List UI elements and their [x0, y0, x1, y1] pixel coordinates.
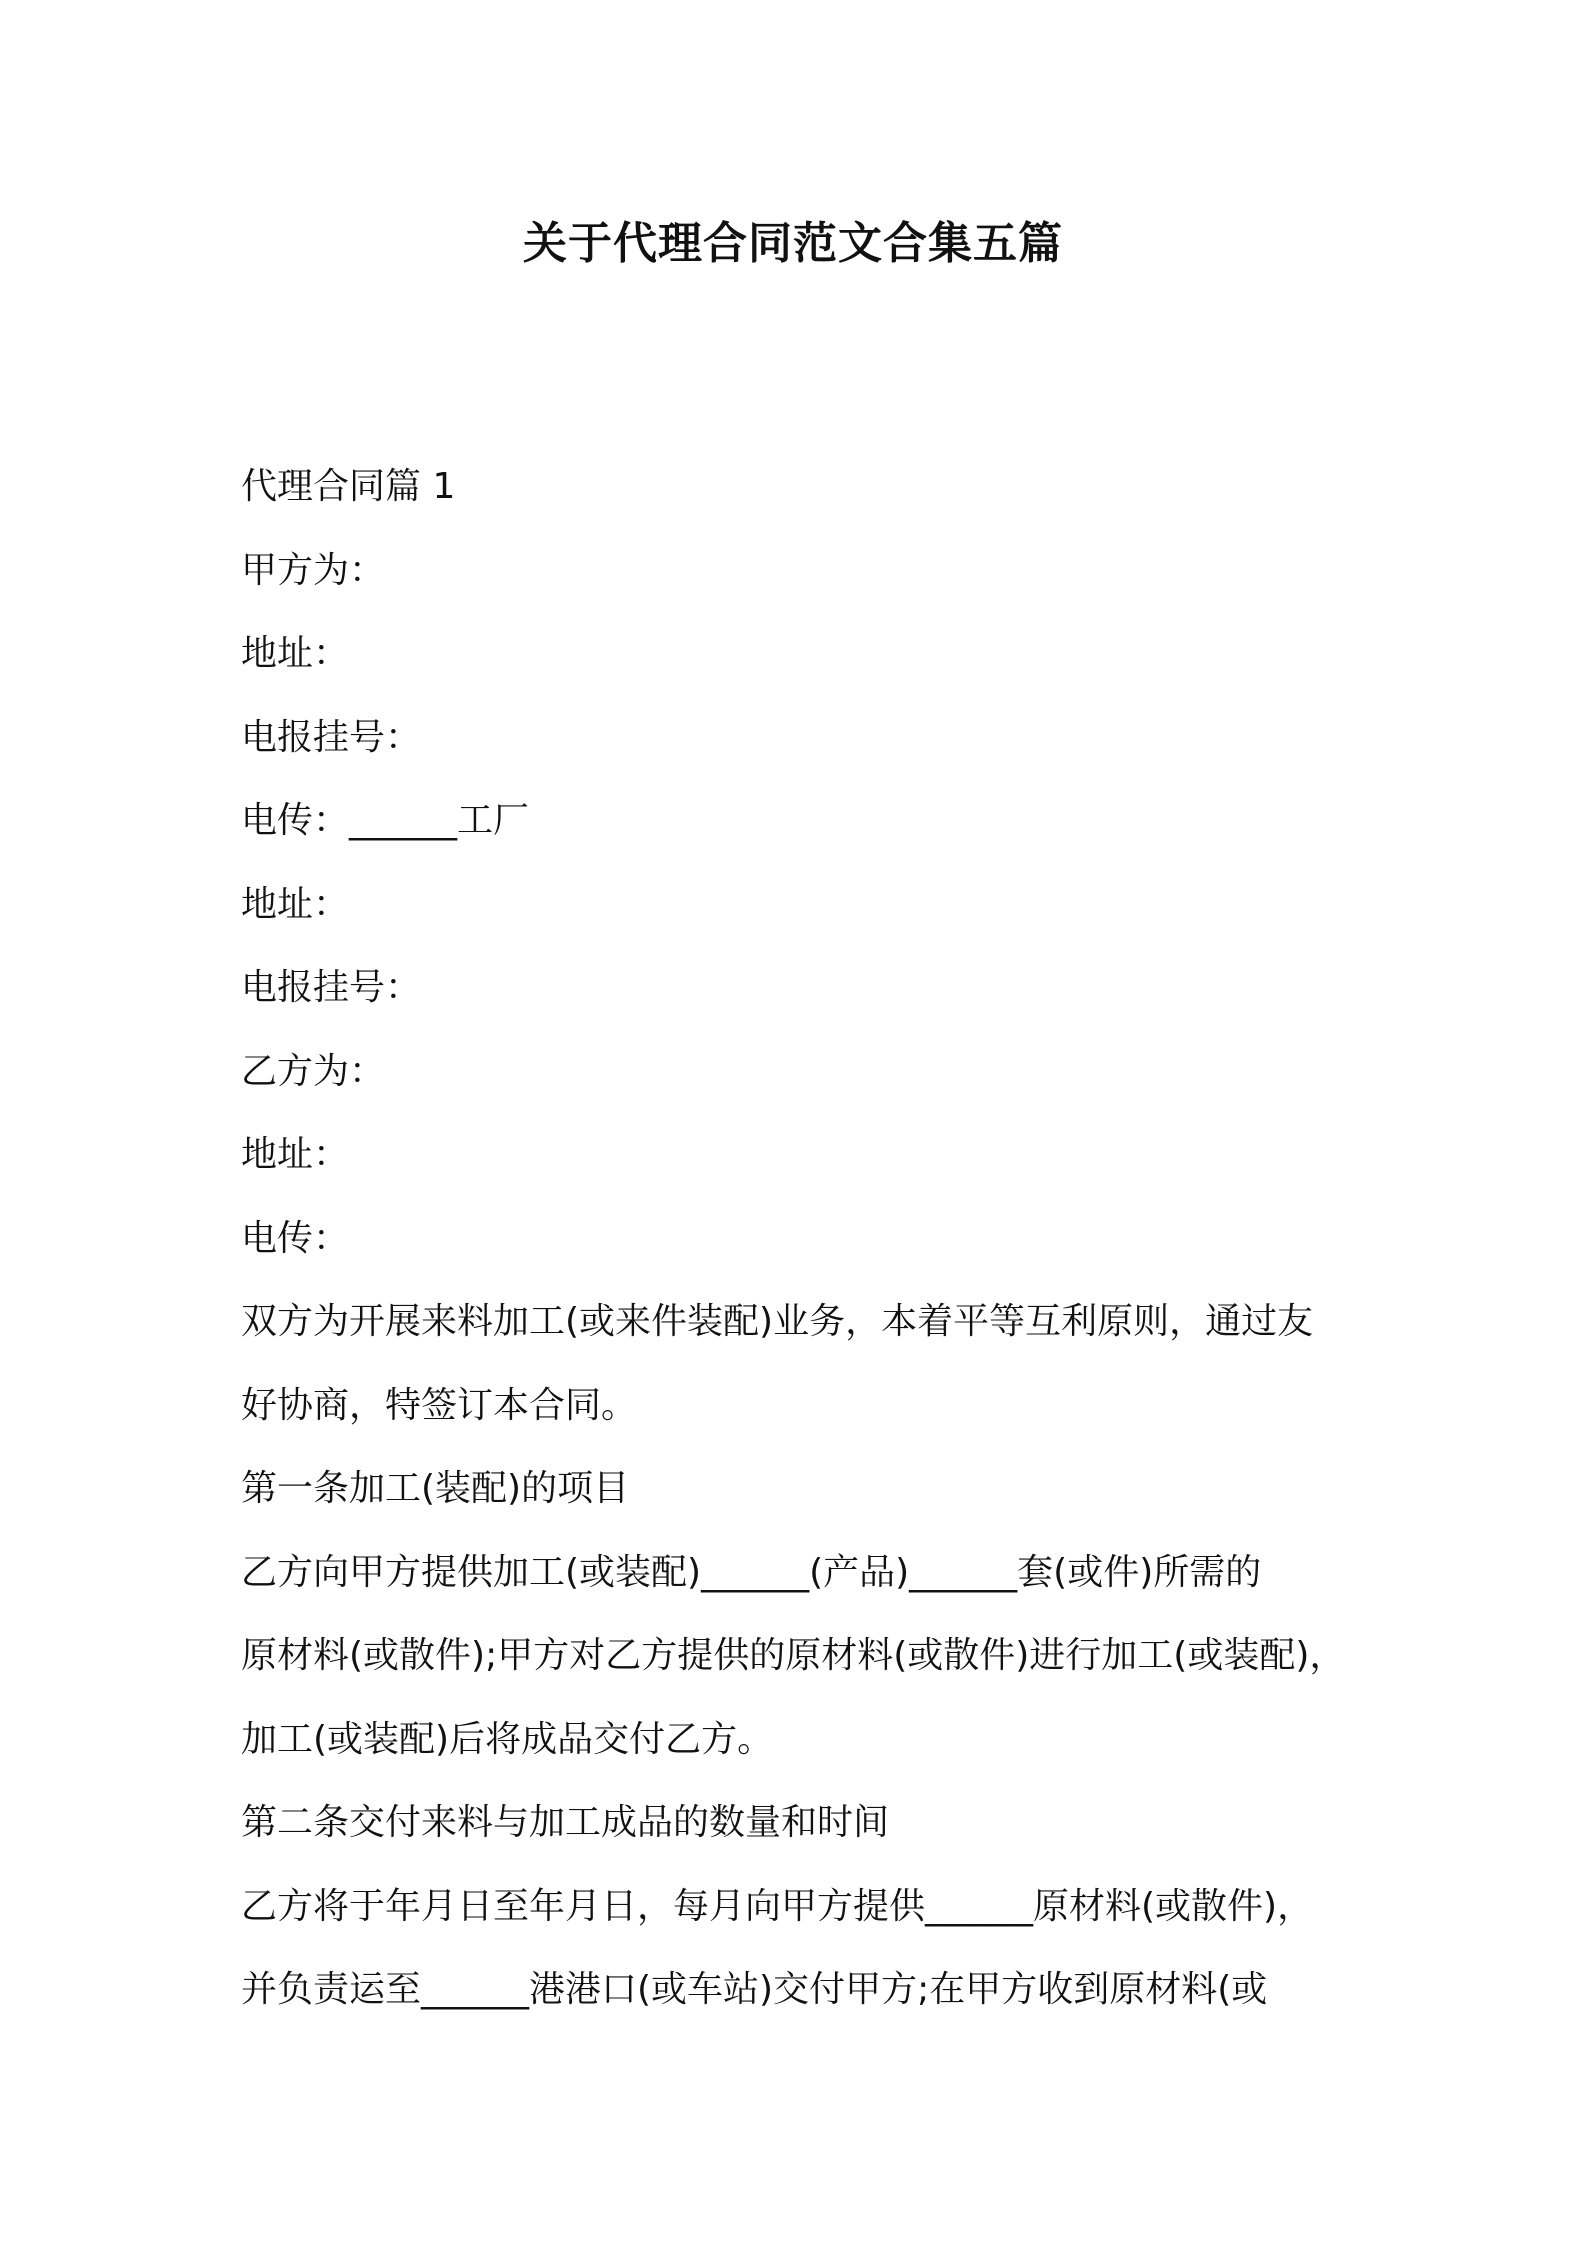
article-heading: 第二条交付来料与加工成品的数量和时间 [241, 1802, 890, 1843]
article-text-line: 并负责运至______港港口(或车站)交付甲方;在甲方收到原材料(或 [241, 1969, 1268, 2010]
factory-address-label: 地址： [241, 883, 350, 925]
party-a-label: 甲方为： [241, 549, 386, 591]
article-heading: 第一条加工(装配)的项目 [241, 1468, 630, 1509]
article-text-line: 乙方向甲方提供加工(或装配)______(产品)______套(或件)所需的 [241, 1551, 1262, 1593]
party-a-address-label: 地址： [241, 633, 350, 674]
party-a-telegraph-label: 电报挂号： [241, 716, 422, 758]
document-body [241, 445, 1361, 2032]
factory-telegraph-label: 电报挂号： [241, 967, 422, 1008]
article-text-line: 加工(或装配)后将成品交付乙方。 [241, 1718, 774, 1760]
party-a-telex-label: 电传：______工厂 [241, 800, 530, 841]
article-text-line: 乙方将于年月日至年月日，每月向甲方提供______原材料(或散件)， [241, 1885, 1314, 1927]
party-b-telex-label: 电传： [241, 1217, 350, 1259]
party-b-address-label: 地址： [241, 1134, 350, 1175]
preamble-line: 双方为开展来料加工(或来件装配)业务，本着平等互利原则，通过友 [241, 1301, 1314, 1342]
preamble-line: 好协商，特签订本合同。 [241, 1384, 638, 1426]
document-title: 关于代理合同范文合集五篇 [523, 218, 1063, 269]
section-heading: 代理合同篇 1 [241, 466, 456, 507]
party-b-label: 乙方为： [241, 1050, 386, 1092]
article-text-line: 原材料(或散件);甲方对乙方提供的原材料(或散件)进行加工(或装配)， [241, 1635, 1346, 1676]
